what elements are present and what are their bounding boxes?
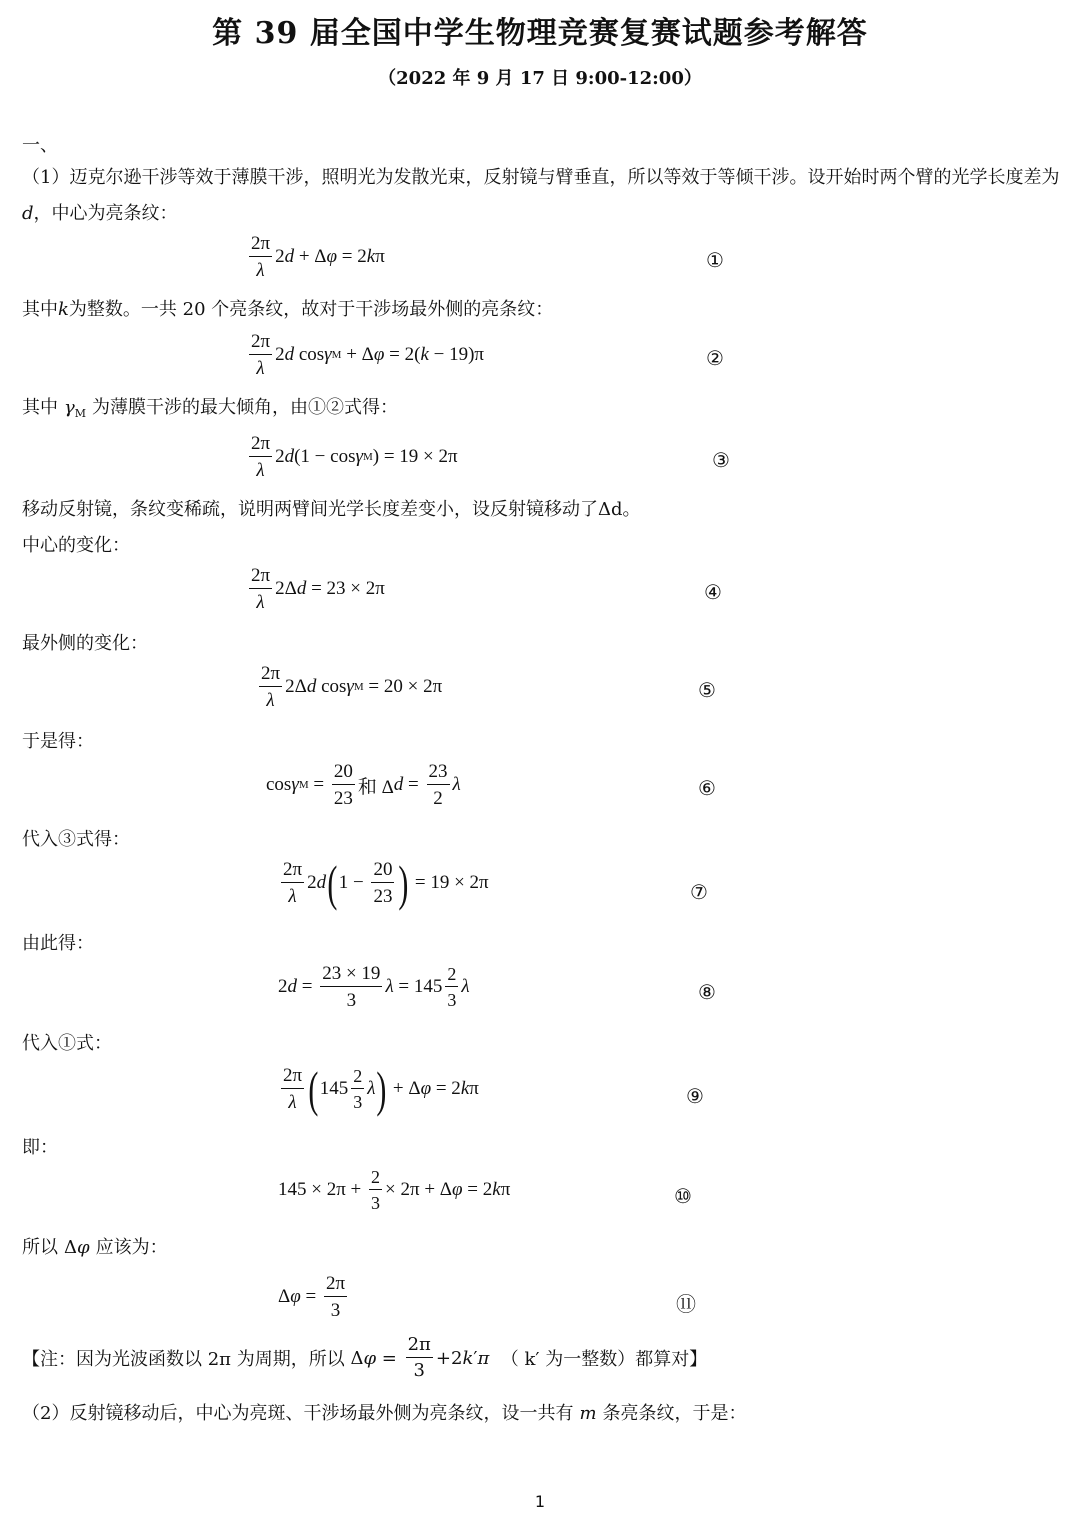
paragraph-intro-text: （1）迈克尔逊干涉等效于薄膜干涉，照明光为发散光束，反射镜与臂垂直，所以等效于等倾干涉。设开始时两个臂的光学长度差为 (22, 167, 1060, 188)
document-subtitle: （2022 年 9 月 17 日 9:00-12:00） (378, 68, 702, 89)
equation-number-11: ⑪ (676, 1292, 696, 1316)
paragraph-part2-a: （2）反射镜移动后，中心为亮斑、干涉场最外侧为亮条纹，设一共有 (22, 1403, 574, 1424)
equation-number-7: ⑦ (690, 880, 708, 904)
equation-5: $\frac{2\pi}{\lambda}$ 2Δ d cos γ M = 20 × 2π (261, 663, 443, 711)
equation-9: $\frac{2\pi}{\lambda}$ ( 145 $\frac{2}{3}$ λ ) + Δ φ = 2 k π (283, 1061, 479, 1117)
equation-10: 145 × 2π + $\frac{2}{3}$ × 2π + Δ φ = 2 k π (278, 1167, 511, 1213)
paragraph-so-a: 所以 (22, 1237, 58, 1258)
equation-11: Δ φ = $\frac{2\pi}{3}$ (278, 1273, 346, 1321)
equation-number-8: ⑧ (698, 980, 716, 1004)
document-title: 第 39 届全国中学生物理竞赛复赛试题参考解答 (212, 16, 868, 51)
var-d: d (22, 203, 34, 224)
equation-7: $\frac{2\pi}{\lambda}$ 2 d ( 1 − $\frac{20}{23}$ ) = 19 × 2π (283, 855, 489, 911)
paragraph-move: 移动反射镜，条纹变稀疏，说明两臂间光学长度差变小，设反射镜移动了Δd。 (22, 499, 641, 520)
equation-number-9: ⑨ (686, 1084, 704, 1108)
paragraph-outer: 最外侧的变化： (22, 633, 148, 654)
paragraph-gamma: 其中 $\gamma_M$ 为薄膜干涉的最大倾角，由①②式得： (22, 397, 399, 420)
equation-number-3: ③ (712, 448, 730, 472)
paragraph-intro-end: ，中心为亮条纹： (33, 203, 178, 224)
equation-6: cos γ M = $\frac{20}{23}$ 和 Δ d = $\frac{23}{2}$ λ (266, 761, 461, 809)
paragraph-k (22, 298, 553, 322)
note-text: 【注：因为光波函数以 2π 为周期，所以 (22, 1349, 345, 1370)
equation-number-6: ⑥ (698, 776, 716, 800)
note-end: （ k′ 为一整数）都算对】 (500, 1349, 708, 1370)
var-m: m (579, 1403, 597, 1424)
note-line: 【注：因为光波函数以 2π 为周期，所以 Δ φ = $\frac{2\pi}{3}$ +2 k ′ π （ k′ 为一整数）都算对】 (22, 1334, 708, 1381)
page-number: 1 (534, 1492, 546, 1511)
equation-number-10: ⑩ (674, 1184, 692, 1208)
paragraph-center: 中心的变化： (22, 535, 130, 556)
paragraph-so-b: 应该为： (95, 1237, 168, 1258)
equation-number-1: ① (706, 248, 724, 272)
paragraph-thus: 于是得： (22, 731, 94, 752)
paragraph-part2-b: 条亮条纹，于是： (602, 1403, 747, 1424)
paragraph-hence: 由此得： (22, 933, 94, 954)
section-label: 一、 (22, 135, 58, 156)
paragraph-sub3: 代入③式得： (22, 829, 130, 850)
equation-3: $\frac{2\pi}{\lambda}$ 2 d (1 − cos γ M ) = 19 × 2π (251, 433, 458, 481)
paragraph-part2 (22, 1402, 747, 1426)
equation-2: $\frac{2\pi}{\lambda}$ 2 d cos γ M + Δ φ = 2( k − 19)π (251, 331, 485, 379)
paragraph-gamma-a: 其中 (22, 397, 58, 418)
equation-1: $\frac{2\pi}{\lambda}$ 2 d + Δ φ = 2 k π (251, 233, 385, 281)
paragraph-gamma-b: 为薄膜干涉的最大倾角，由①②式得： (92, 397, 399, 418)
paragraph-k-a: 其中 (22, 299, 58, 320)
paragraph-intro (22, 160, 1077, 232)
equation-number-5: ⑤ (698, 678, 716, 702)
equation-number-4: ④ (704, 580, 722, 604)
equation-4: $\frac{2\pi}{\lambda}$ 2Δ d = 23 × 2π (251, 565, 385, 613)
paragraph-so: 所以 Δφ 应该为： (22, 1237, 168, 1258)
equation-8: 2 d = $\frac{23 \times 19}{3}$ λ = 145 $\frac{2}{3}$ λ (278, 963, 470, 1011)
paragraph-k-b: 为整数。一共 20 个亮条纹，故对于干涉场最外侧的亮条纹： (68, 299, 554, 320)
equation-number-2: ② (706, 346, 724, 370)
paragraph-ie: 即： (22, 1137, 58, 1158)
paragraph-sub1: 代入①式： (22, 1033, 112, 1054)
var-k: k (58, 299, 69, 320)
